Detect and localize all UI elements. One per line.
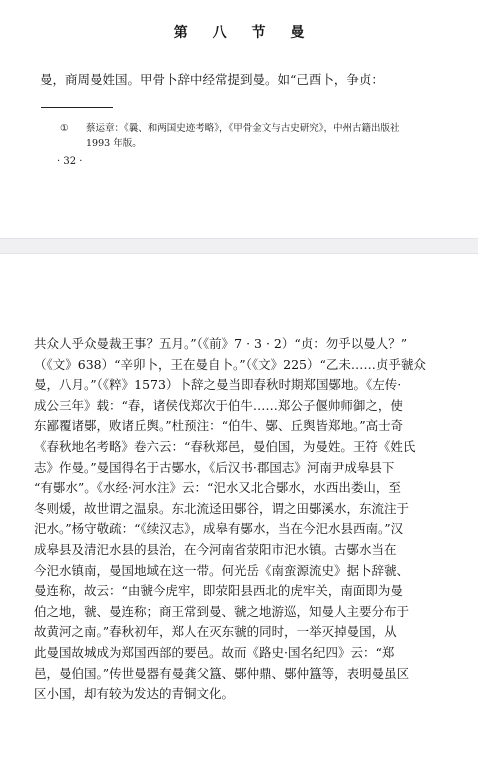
- footnote-line: 1993 年版。: [86, 138, 142, 149]
- text-line: 冬则煖，故世谓之温泉。东北流迳田鄤谷，谓之田鄤溪水，东流注于: [34, 500, 410, 516]
- text-line: 今汜水镇南，曼国地域在这一带。何光岳《南蛮源流史》据卜辞虢、: [34, 562, 410, 578]
- text-line: 曼，八月。”（《粹》1573）卜辞之曼当即春秋时期郑国鄤地。《左传·: [34, 377, 402, 393]
- section-title-char: 曼: [290, 25, 305, 41]
- text-line: 邑，曼伯国。”传世曼器有曼龚父簋、鄤仲鼎、鄤仲簋等，表明曼虽区: [34, 665, 410, 681]
- text-line: 伯之地，虢、曼连称；商王常到曼、虢之地游巡，知曼人主要分布于: [34, 603, 410, 619]
- section-title-char: 八: [212, 25, 227, 41]
- text-line: 《春秋地名考略》卷六云：“春秋郑邑，曼伯国，为曼姓。王符《姓氏: [34, 438, 416, 454]
- page-separator: [0, 238, 478, 254]
- text-line: 区小国，却有较为发达的青铜文化。: [34, 686, 235, 702]
- body-text: [34, 334, 444, 705]
- section-title-char: 节: [251, 25, 266, 41]
- text-line: （《文》638）“辛卯卜，王在曼自卜。”（《文》225）“乙未……贞乎虢众: [34, 356, 426, 372]
- text-line: 此曼国故城成为郑国西部的要邑。故而《路史·国名纪四》云：“郑: [34, 644, 395, 660]
- section-title-char: 第: [173, 25, 188, 41]
- footnote-divider: [41, 107, 113, 108]
- page-number: · 32 ·: [57, 156, 83, 167]
- text-line: 故黄河之南。”春秋初年，郑人在灭东虢的同时，一举灭掉曼国，从: [34, 624, 397, 640]
- section-title: [0, 22, 478, 42]
- text-line: 汜水。”杨守敬疏：“《续汉志》，成皋有鄤水，当在今汜水县西南。”汉: [34, 521, 404, 537]
- text-line: 东鄙覆诸鄤，败诸丘舆。”杜预注：“伯牛、鄤、丘舆皆郑地。”高士奇: [34, 418, 404, 434]
- footnote-body: [86, 121, 456, 151]
- intro-paragraph: 曼，商周曼姓国。甲骨卜辞中经常提到曼。如“己酉卜，争贞：: [40, 72, 384, 87]
- text-line: 志》作曼。”曼国得名于古鄤水，《后汉书·郡国志》河南尹成皋县下: [34, 459, 395, 475]
- text-line: 曼连称，故云：“由虢今虎牢，即荥阳县西北的虎牢关，南面即为曼: [34, 583, 403, 599]
- footnote-line: 蔡运章：《曩、和两国史迹考略》，《甲骨金文与古史研究》，中州古籍出版社: [86, 123, 400, 134]
- top-page: [0, 0, 478, 238]
- text-line: 成皋县及清汜水县的县治，在今河南省荥阳市汜水镇。古鄤水当在: [34, 541, 397, 557]
- text-line: 共众人乎众曼裁王事？五月。”（《前》7 · 3 · 2）“贞：勿乎以曼人？”: [34, 336, 408, 351]
- text-line: “有鄤水”。《水经·河水注》云：“汜水又北合鄤水，水西出娄山，至: [34, 480, 401, 496]
- bottom-page: [0, 254, 478, 763]
- footnote-mark: ①: [60, 123, 69, 134]
- text-line: 成公三年》载：“春，诸侯伐郑次于伯牛……郑公子偃帅师御之，使: [34, 397, 403, 413]
